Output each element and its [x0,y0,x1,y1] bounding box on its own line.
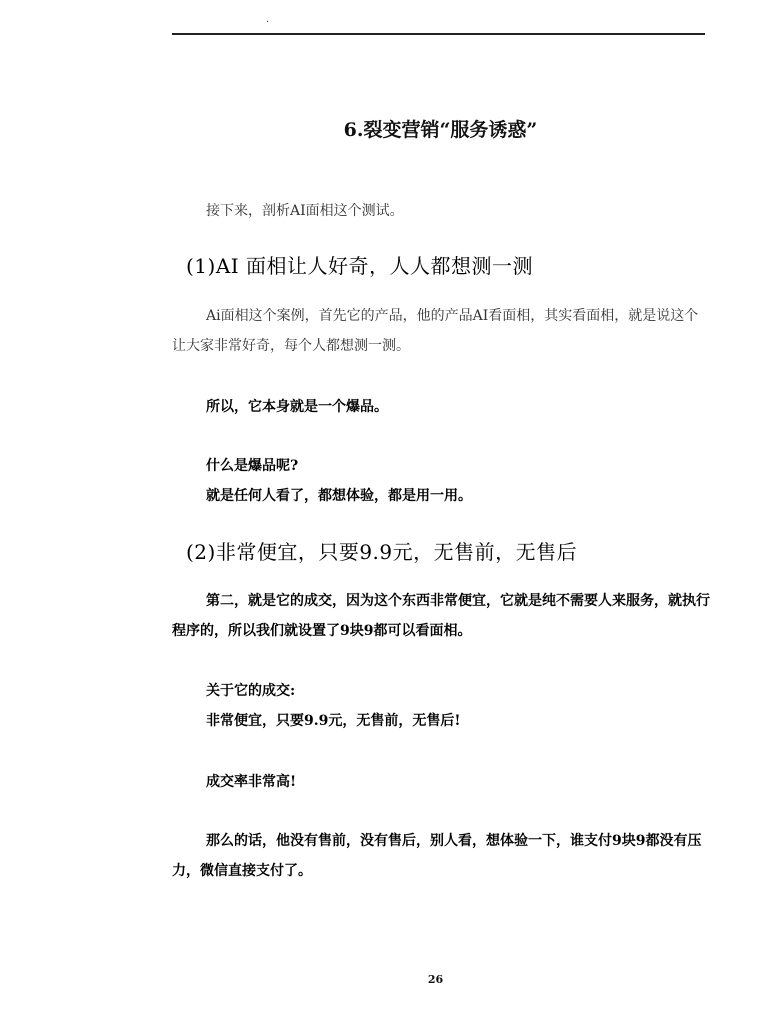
section2-heading: (2)非常便宜，只要9.9元，无售前，无售后 [186,540,578,564]
page-title: 6.裂变营销“服务诱惑” [343,119,538,141]
section2-line-3: 成交率非常高! [206,774,297,790]
page-number: 26 [427,973,444,986]
section1-line-1: 所以，它本身就是一个爆品。 [206,399,388,415]
section1-paragraph: Ai面相这个案例，首先它的产品，他的产品AI看面相，其实看面相，就是说这个让大家非常好奇，每个人都想测一测。 [172,308,699,354]
intro-text: 接下来，剖析AI面相这个测试。 [206,203,404,219]
header-mark: . [266,14,270,25]
header-rule [172,33,705,35]
section2-line-1: 关于它的成交: [206,683,296,699]
section1-line-3: 就是任何人看了，都想体验，都是用一用。 [206,488,472,504]
section1-heading: (1)AI 面相让人好奇，人人都想测一测 [186,254,534,278]
section2-paragraph: 第二，就是它的成交，因为这个东西非常便宜，它就是纯不需要人来服务，就执行程序的，所以我们就设置了9块9都可以看面相。 [172,593,710,639]
section2-paragraph-2: 那么的话，他没有售前，没有售后，别人看，想体验一下，谁支付9块9都没有压力，微信直接支付了。 [172,833,702,879]
section2-line-2: 非常便宜，只要9.9元，无售前，无售后! [206,713,461,729]
section1-line-2: 什么是爆品呢? [206,458,299,474]
